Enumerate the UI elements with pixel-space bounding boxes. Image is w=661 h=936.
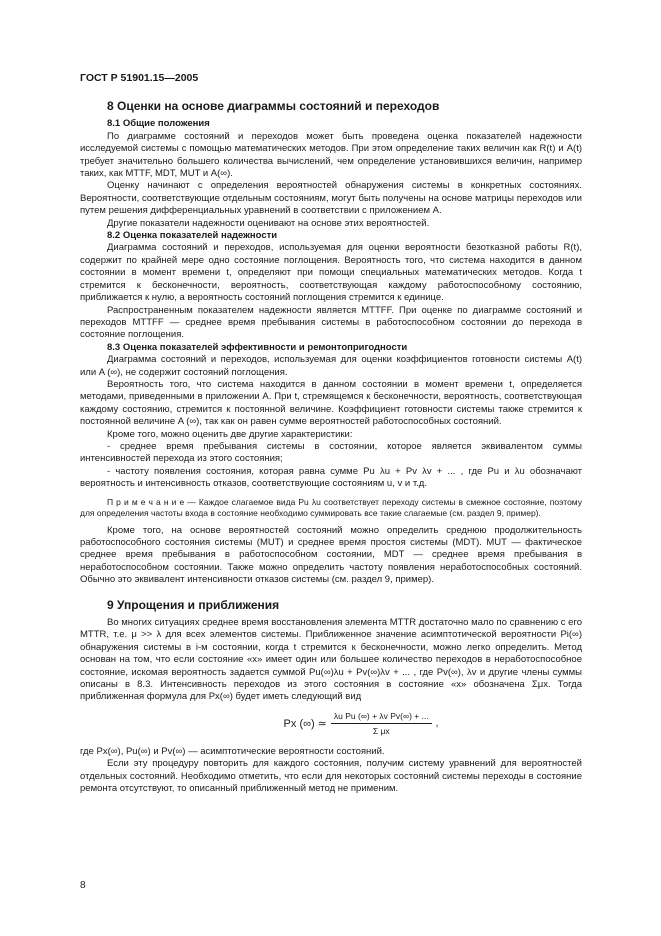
section-8-1-paragraph-3: Другие показатели надежности оценивают на основе этих вероятностей. bbox=[107, 217, 430, 229]
section-8-3-list-item-2: - частоту появления состояния, которая равна сумме Pu λu + Pv λv + ... , где Pu и λu обозначают вероятность и интенсивность отказов, соответствующие состояниям u, v и т.д. bbox=[80, 465, 582, 490]
approximation-formula bbox=[140, 710, 582, 738]
section-9-paragraph-2: где Px(∞), Pu(∞) и Pv(∞) — асимптотические вероятности состояний. bbox=[80, 745, 385, 757]
section-8-1-paragraph-2: Оценку начинают с определения вероятностей обнаружения системы в конкретных состояниях. Вероятности, соответствующие отдельным состояниям, могут быть получены на основе матрицы переходов или путем решения дифференциальных уравнений в соответствии с приложением А. bbox=[80, 180, 582, 217]
section-8-2-paragraph-2: Распространенным показателем надежности является MTTFF. При оценке по диаграмме состояний и переходов MTTFF — среднее время пребывания системы в работоспособном состоянии до перехода в состояние поглощения. bbox=[80, 304, 582, 341]
formula-fraction bbox=[331, 710, 432, 738]
section-8-title: 8 Оценки на основе диаграммы состояний и переходов bbox=[107, 99, 440, 113]
section-8-1-title: 8.1 Общие положения bbox=[107, 118, 210, 130]
section-8-2-title: 8.2 Оценка показателей надежности bbox=[107, 230, 278, 242]
formula-lhs: Px (∞) ≃ bbox=[283, 717, 327, 730]
formula-denominator: Σ μx bbox=[372, 726, 390, 737]
standard-header: ГОСТ Р 51901.15—2005 bbox=[80, 72, 199, 84]
section-8-3-title: 8.3 Оценка показателей эффективности и ремонтопригодности bbox=[107, 341, 408, 353]
section-8-3-paragraph-4: Кроме того, на основе вероятностей состояний можно определить среднюю продолжительность работоспособного состояния системы (MUT) и среднее время простоя системы (MDT). MUT — фактическое среднее время пребывания в работоспособном состоянии, MDT — среднее время пребывания в неработоспособном состоянии. Также можно определить частоту появления неработоспособных состояний. Обычно это эквивалент интенсивности отказов системы (см. раздел 9, пример). bbox=[80, 524, 582, 586]
section-8-3-list-item-1: - среднее время пребывания системы в состоянии, которое является эквивалентом суммы интенсивностей перехода из этого состояния; bbox=[80, 440, 582, 465]
section-9-paragraph-3: Если эту процедуру повторить для каждого состояния, получим систему уравнений для вероятностей отдельных состояний. Необходимо отметить, что если для некоторых состояний системы переходы в состояние ремонта отсутствуют, то описанный приближенный метод не применим. bbox=[80, 758, 582, 794]
formula-numerator: λu Pu (∞) + λv Pv(∞) + ... bbox=[331, 710, 432, 724]
formula-comma: , bbox=[435, 717, 439, 729]
section-8-3-note: П р и м е ч а н и е — Каждое слагаемое вида Pu λu соответствует переходу системы в смежное состояние, поэтому для определения частоты входа в состояние необходимо суммировать все такие слагаемые (см. раздел 9, пример). bbox=[80, 496, 582, 518]
page-number: 8 bbox=[80, 880, 86, 891]
section-8-1-paragraph-1: По диаграмме состояний и переходов может быть проведена оценка показателей надежности исследуемой системы с помощью математических методов. При этом определение таких величин как R(t) и A(t) требует значительно большего количества вычислений, чем определение установившихся величин, например таких, как MTTF, MDT, MUT и A(∞). bbox=[80, 130, 582, 180]
section-8-3-paragraph-3: Кроме того, можно оценить две другие характеристики: bbox=[107, 428, 353, 440]
section-8-3-paragraph-1: Диаграмма состояний и переходов, используемая для оценки коэффициентов готовности системы A(t) или A (∞), не содержит состояний поглощения. bbox=[80, 354, 582, 378]
section-9-paragraph-1: Во многих ситуациях среднее время восстановления элемента MTTR достаточно мало по сравнению с его MTTR, т.е. μ >> λ для всех элементов системы. Приближенное значение асимптотической вероятности Pi(∞) обнаружения системы в i-м состоянии, когда t стремится к бесконечности, можно легко определить. Метод основан на том, что если состояние «x» имеет один или большее количество переходов в неработоспособное состояние, искомая вероятность задается суммой Pu(∞)λu + Pv(∞)λv + ... , где Pv(∞), λv и другие члены суммы описаны в 8.3. Интенсивность переходов из этого состояния в состояние «x» обозначена Σμx. Тогда приближенная формула для Px(∞) будет иметь следующий вид bbox=[80, 617, 582, 703]
section-8-3-paragraph-2: Вероятность того, что система находится в данном состоянии в момент времени t, определяется методами, приведенными в приложении А. При t, стремящемся к бесконечности, вероятность, соответствующая каждому состоянию, стремится к постоянной величине. Коэффициент готовности системы также стремится к постоянной величине A (∞), так как он равен сумме вероятностей работоспособных состояний. bbox=[80, 378, 582, 428]
section-8-2-paragraph-1: Диаграмма состояний и переходов, используемая для оценки вероятности безотказной работы R(t), содержит по крайней мере одно состояние поглощения. Вероятность того, что система находится в данном состоянии в момент времени t, определяют при помощи специальных математических методов. Когда t стремится к бесконечности, вероятность, соответствующая каждому работоспособному состоянию, приближается к нулю, а вероятность состояний поглощения стремится к единице. bbox=[80, 242, 582, 304]
page-content bbox=[80, 100, 582, 795]
section-9-title: 9 Упрощения и приближения bbox=[107, 597, 280, 612]
